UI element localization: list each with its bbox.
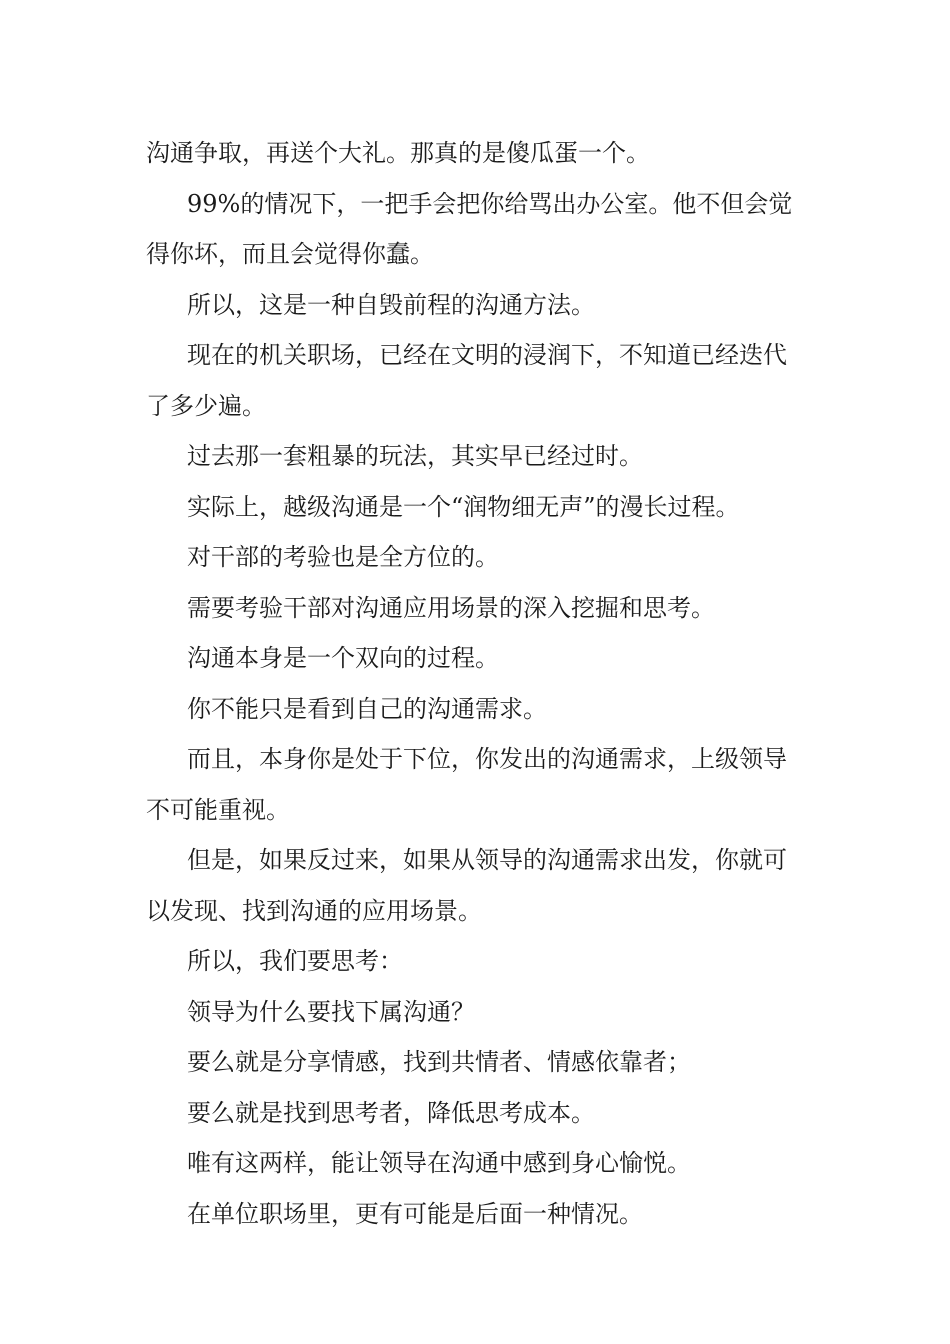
paragraph: 实际上，越级沟通是一个“润物细无声”的漫长过程。 bbox=[187, 492, 740, 521]
paragraph: 对干部的考验也是全方位的。 bbox=[187, 543, 499, 571]
paragraph: 唯有这两样，能让领导在沟通中感到身心愉悦。 bbox=[187, 1149, 691, 1177]
paragraph: 99%的情况下，一把手会把你给骂出办公室。他不但会觉得你坏，而且会觉得你蠢。 bbox=[146, 189, 793, 268]
paragraph: 在单位职场里，更有可能是后面一种情况。 bbox=[187, 1199, 643, 1228]
paragraph: 沟通争取，再送个大礼。那真的是傻瓜蛋一个。 bbox=[146, 139, 650, 167]
paragraph: 要么就是找到思考者，降低思考成本。 bbox=[187, 1098, 595, 1127]
paragraph: 你不能只是看到自己的沟通需求。 bbox=[187, 694, 547, 723]
paragraph: 而且，本身你是处于下位，你发出的沟通需求，上级领导不可能重视。 bbox=[146, 745, 787, 824]
paragraph: 所以，我们要思考： bbox=[187, 947, 403, 975]
paragraph: 所以，这是一种自毁前程的沟通方法。 bbox=[187, 290, 595, 319]
paragraph: 过去那一套粗暴的玩法，其实早已经过时。 bbox=[187, 442, 643, 470]
paragraph: 要么就是分享情感，找到共情者、情感依靠者； bbox=[187, 1048, 691, 1076]
paragraph: 但是，如果反过来，如果从领导的沟通需求出发，你就可以发现、找到沟通的应用场景。 bbox=[146, 846, 787, 925]
paragraph: 需要考验干部对沟通应用场景的深入挖掘和思考。 bbox=[187, 593, 715, 622]
paragraph: 沟通本身是一个双向的过程。 bbox=[187, 644, 499, 672]
document-body bbox=[146, 128, 810, 1239]
paragraph: 现在的机关职场，已经在文明的浸润下，不知道已经迭代了多少遍。 bbox=[146, 341, 787, 420]
paragraph: 领导为什么要找下属沟通？ bbox=[187, 997, 475, 1026]
